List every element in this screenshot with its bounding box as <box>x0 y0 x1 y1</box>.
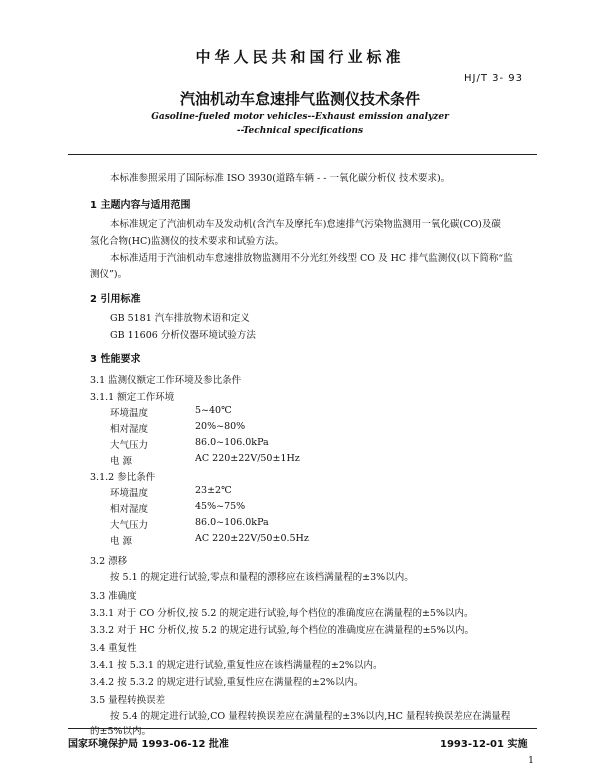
section-3-4-heading: 3.4 重复性 <box>90 643 137 654</box>
ref-key: 大气压力 <box>110 520 149 531</box>
ref-key: 电 源 <box>110 536 133 547</box>
english-title-line1: Gasoline-fueled motor vehicles--Exhaust emission analyzer <box>151 112 449 122</box>
issuer-approval: 国家环境保护局 1993-06-12 批准 <box>68 739 229 750</box>
section-1-para1-line2: 氢化合物(HC)监测仪的技术要求和试验方法。 <box>90 236 284 247</box>
section-1-para1-line1: 本标准规定了汽油机动车及发动机(含汽车及摩托车)怠速排气污染物监测用一氧化碳(CO)及碳 <box>110 219 501 230</box>
section-3-2-heading: 3.2 漂移 <box>90 556 128 567</box>
ref-key: 相对湿度 <box>110 504 149 515</box>
document-title: 汽油机动车怠速排气监测仪技术条件 <box>179 90 420 108</box>
section-3-5-heading: 3.5 量程转换误差 <box>90 695 166 706</box>
section-3-heading: 3 性能要求 <box>90 354 141 365</box>
footer-divider <box>68 728 537 729</box>
env-key: 相对湿度 <box>110 424 149 435</box>
env-value: 20%~80% <box>195 421 246 432</box>
section-1-heading: 1 主题内容与适用范围 <box>90 200 191 211</box>
section-3-3-1-text: 3.3.1 对于 CO 分析仪,按 5.2 的规定进行试验,每个档位的准确度应在满量程的±5%以内。 <box>90 608 474 619</box>
section-3-3-heading: 3.3 准确度 <box>90 591 137 602</box>
env-value: AC 220±22V/50±1Hz <box>195 453 300 464</box>
reference-item: GB 11606 分析仪器环境试验方法 <box>110 330 256 341</box>
effective-date: 1993-12-01 实施 <box>440 739 528 750</box>
section-3-1-1-heading: 3.1.1 额定工作环境 <box>90 392 175 403</box>
header-divider <box>68 154 537 155</box>
env-key: 大气压力 <box>110 440 149 451</box>
ref-value: 86.0~106.0kPa <box>195 517 269 528</box>
env-key: 电 源 <box>110 456 133 467</box>
standard-code: HJ/T 3- 93 <box>464 73 523 84</box>
reference-item: GB 5181 汽车排放物术语和定义 <box>110 313 250 324</box>
section-1-para2-line1: 本标准适用于汽油机动车怠速排放物监测用不分光红外线型 CO 及 HC 排气监测仪(以下简称“监 <box>110 253 513 264</box>
standard-name: 中华人民共和国行业标准 <box>195 48 405 66</box>
section-3-4-2-text: 3.4.2 按 5.3.2 的规定进行试验,重复性应在满量程的±2%以内。 <box>90 677 364 688</box>
section-3-5-text-line2: 的±5%以内。 <box>90 726 152 737</box>
env-value: 5~40℃ <box>195 405 232 416</box>
page-number: 1 <box>528 755 535 766</box>
section-3-1-2-heading: 3.1.2 参比条件 <box>90 472 156 483</box>
ref-value: AC 220±22V/50±0.5Hz <box>195 533 309 544</box>
section-1-para2-line2: 测仪”)。 <box>90 269 128 280</box>
section-3-4-1-text: 3.4.1 按 5.3.1 的规定进行试验,重复性应在该档满量程的±2%以内。 <box>90 660 383 671</box>
section-3-2-text: 按 5.1 的规定进行试验,零点和量程的漂移应在该档满量程的±3%以内。 <box>110 572 414 583</box>
ref-key: 环境温度 <box>110 488 149 499</box>
ref-value: 45%~75% <box>195 501 246 512</box>
env-value: 86.0~106.0kPa <box>195 437 269 448</box>
section-3-1-heading: 3.1 监测仪额定工作环境及参比条件 <box>90 375 242 386</box>
env-key: 环境温度 <box>110 408 149 419</box>
intro-paragraph: 本标准参照采用了国际标准 ISO 3930(道路车辆 - - 一氧化碳分析仪 技术要求)。 <box>110 173 451 184</box>
section-2-heading: 2 引用标准 <box>90 294 141 305</box>
section-3-5-text-line1: 按 5.4 的规定进行试验,CO 量程转换误差应在满量程的±3%以内,HC 量程转换误差应在满量程 <box>110 711 511 722</box>
ref-value: 23±2℃ <box>195 485 232 496</box>
section-3-3-2-text: 3.3.2 对于 HC 分析仪,按 5.2 的规定进行试验,每个档位的准确度应在满量程的±5%以内。 <box>90 625 475 636</box>
english-title-line2: --Technical specifications <box>236 126 364 136</box>
